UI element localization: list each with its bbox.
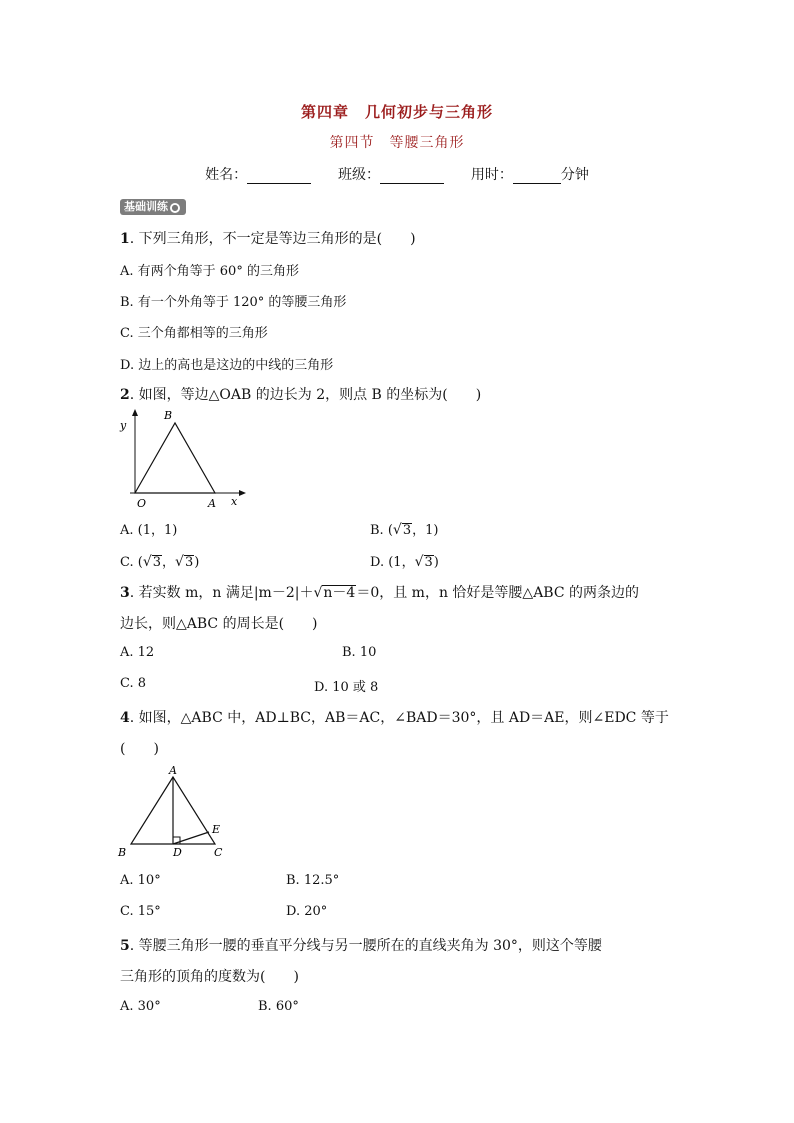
- sqrt-icon: √: [175, 554, 184, 570]
- question-3-option-c[interactable]: C. 8: [120, 676, 147, 691]
- question-5-option-b[interactable]: B. 60°: [258, 999, 299, 1014]
- label-c: C: [214, 846, 223, 859]
- question-text: . 下列三角形，不一定是等边三角形的是( ): [129, 231, 416, 247]
- question-text: . 如图，等边△OAB 的边长为 2，则点 B 的坐标为( ): [129, 387, 482, 403]
- option-text: D. (1，: [370, 555, 415, 570]
- question-1-option-c[interactable]: C. 三个角都相等的三角形: [120, 326, 268, 341]
- student-info-line: [0, 164, 794, 184]
- y-axis-arrow: [132, 409, 138, 416]
- question-1-option-d[interactable]: D. 边上的高也是这边的中线的三角形: [120, 358, 334, 373]
- label-b: B: [164, 409, 173, 422]
- time-label: 用时：: [470, 167, 513, 183]
- question-3-option-a[interactable]: A. 12: [120, 645, 155, 660]
- radicand: n－4: [323, 585, 356, 601]
- label-x: x: [231, 495, 238, 508]
- question-2-figure: [112, 405, 252, 513]
- question-2-option-d[interactable]: [370, 551, 439, 570]
- segment-de: [173, 832, 209, 844]
- question-4-option-c[interactable]: C. 15°: [120, 904, 161, 919]
- question-text: . 如图，△ABC 中，AD⊥BC，AB＝AC，∠BAD＝30°，且 AD＝AE，则∠EDC 等于: [129, 710, 669, 726]
- label-e: E: [212, 823, 221, 836]
- sqrt-icon: √: [414, 554, 424, 570]
- option-text: ，1): [412, 523, 439, 538]
- question-3-stem: [120, 582, 639, 602]
- sqrt-icon: √: [392, 522, 402, 538]
- question-3-option-d[interactable]: D. 10 或 8: [314, 680, 379, 695]
- circle-icon: ●: [171, 203, 179, 212]
- question-4-stem-line2: ( ): [120, 741, 159, 757]
- name-label: 姓名：: [205, 167, 248, 183]
- question-5-option-a[interactable]: A. 30°: [120, 999, 161, 1014]
- section-badge-label: 基础训练: [124, 200, 168, 213]
- sqrt-icon: √: [313, 585, 323, 601]
- question-3-stem-line2: 边长，则△ABC 的周长是( ): [120, 616, 318, 632]
- sqrt-icon: √: [142, 554, 152, 570]
- name-blank[interactable]: [247, 168, 311, 184]
- section-badge: [120, 199, 186, 215]
- label-a: A: [169, 765, 177, 777]
- radicand: 3: [402, 523, 412, 538]
- question-number: 1: [120, 231, 130, 247]
- label-a: A: [208, 497, 216, 510]
- question-number: 5: [120, 938, 130, 954]
- option-text: ，: [162, 555, 176, 570]
- question-number: 2: [120, 387, 130, 403]
- question-2-option-a[interactable]: A. (1，1): [120, 523, 178, 538]
- time-unit: 分钟: [560, 167, 589, 183]
- equilateral-triangle-oab: [135, 423, 215, 493]
- question-5-stem: [120, 935, 602, 955]
- label-y: y: [120, 419, 127, 432]
- radicand: 3: [152, 555, 162, 570]
- question-text: . 若实数 m，n 满足|m－2|＋: [129, 585, 314, 601]
- class-label: 班级：: [338, 167, 380, 183]
- question-4-figure: [112, 765, 232, 861]
- question-number: 3: [120, 585, 130, 601]
- question-1-option-a[interactable]: A. 有两个角等于 60° 的三角形: [120, 264, 299, 279]
- question-4-option-b[interactable]: B. 12.5°: [286, 873, 340, 888]
- time-blank[interactable]: [513, 168, 561, 184]
- question-5-stem-line2: 三角形的顶角的度数为( ): [120, 969, 299, 985]
- question-1-stem: [120, 228, 416, 248]
- question-1-option-b[interactable]: B. 有一个外角等于 120° 的等腰三角形: [120, 295, 347, 310]
- question-text: . 等腰三角形一腰的垂直平分线与另一腰所在的直线夹角为 30°，则这个等腰: [129, 938, 602, 954]
- option-text: C. (: [120, 555, 143, 570]
- chapter-title: 第四章 几何初步与三角形: [300, 103, 493, 121]
- question-2-stem: [120, 384, 481, 404]
- label-d: D: [173, 846, 182, 859]
- x-axis-arrow: [239, 490, 246, 496]
- option-text: ): [433, 555, 439, 570]
- label-b: B: [118, 846, 127, 859]
- option-text: ): [194, 555, 200, 570]
- question-4-option-d[interactable]: D. 20°: [286, 904, 328, 919]
- question-3-option-b[interactable]: B. 10: [342, 645, 377, 660]
- question-number: 4: [120, 710, 130, 726]
- label-o: O: [137, 497, 147, 510]
- question-text: ＝0，且 m，n 恰好是等腰△ABC 的两条边的: [356, 585, 640, 601]
- section-subtitle: 第四节 等腰三角形: [329, 135, 465, 151]
- question-2-option-c[interactable]: [120, 551, 199, 570]
- radicand: 3: [424, 555, 433, 570]
- radicand: 3: [184, 555, 194, 570]
- class-blank[interactable]: [380, 168, 444, 184]
- option-text: B. (: [370, 523, 393, 538]
- question-4-stem: [120, 707, 669, 727]
- question-4-option-a[interactable]: A. 10°: [120, 873, 161, 888]
- question-2-option-b[interactable]: [370, 519, 438, 538]
